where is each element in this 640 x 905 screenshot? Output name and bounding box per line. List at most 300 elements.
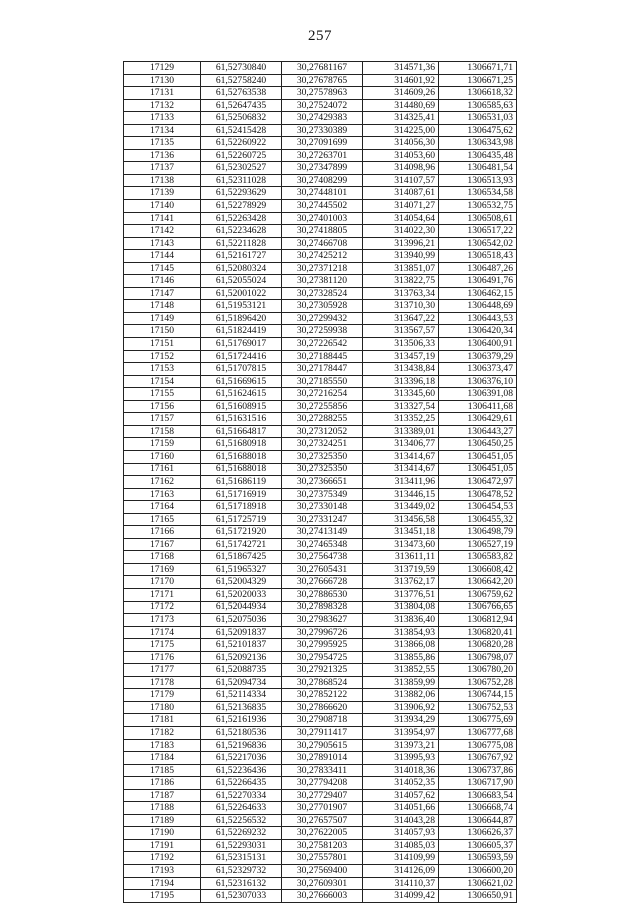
table-row [124, 149, 517, 162]
point-id-cell: 17159 [124, 438, 201, 451]
latitude-cell: 61,51953121 [201, 300, 282, 313]
x-coordinate-cell: 313414,67 [363, 463, 439, 476]
x-coordinate-cell: 313457,19 [363, 350, 439, 363]
y-coordinate-cell: 1306498,79 [439, 526, 517, 539]
longitude-cell: 30,27299432 [282, 312, 363, 325]
x-coordinate-cell: 314609,26 [363, 87, 439, 100]
table-row [124, 614, 517, 627]
y-coordinate-cell: 1306605,37 [439, 839, 517, 852]
x-coordinate-cell: 314099,42 [363, 890, 439, 903]
table-row [124, 250, 517, 263]
latitude-cell: 61,52075036 [201, 614, 282, 627]
table-row [124, 162, 517, 175]
longitude-cell: 30,27866620 [282, 701, 363, 714]
point-id-cell: 17195 [124, 890, 201, 903]
x-coordinate-cell: 313852,55 [363, 664, 439, 677]
latitude-cell: 61,51718918 [201, 501, 282, 514]
y-coordinate-cell: 1306448,69 [439, 300, 517, 313]
table-row [124, 852, 517, 865]
table-row [124, 325, 517, 338]
y-coordinate-cell: 1306618,32 [439, 87, 517, 100]
latitude-cell: 61,51742721 [201, 538, 282, 551]
latitude-cell: 61,52293031 [201, 839, 282, 852]
point-id-cell: 17167 [124, 538, 201, 551]
longitude-cell: 30,27794208 [282, 777, 363, 790]
x-coordinate-cell: 313866,08 [363, 639, 439, 652]
latitude-cell: 61,51631516 [201, 413, 282, 426]
latitude-cell: 61,52307033 [201, 890, 282, 903]
x-coordinate-cell: 313710,30 [363, 300, 439, 313]
y-coordinate-cell: 1306411,68 [439, 400, 517, 413]
table-row [124, 287, 517, 300]
point-id-cell: 17176 [124, 651, 201, 664]
x-coordinate-cell: 313647,22 [363, 312, 439, 325]
x-coordinate-cell: 313389,01 [363, 425, 439, 438]
latitude-cell: 61,52161936 [201, 714, 282, 727]
latitude-cell: 61,52266435 [201, 777, 282, 790]
point-id-cell: 17157 [124, 413, 201, 426]
x-coordinate-cell: 313611,11 [363, 551, 439, 564]
y-coordinate-cell: 1306766,65 [439, 601, 517, 614]
point-id-cell: 17144 [124, 250, 201, 263]
y-coordinate-cell: 1306443,53 [439, 312, 517, 325]
table-row [124, 651, 517, 664]
point-id-cell: 17179 [124, 689, 201, 702]
longitude-cell: 30,27330148 [282, 501, 363, 514]
latitude-cell: 61,52004329 [201, 576, 282, 589]
x-coordinate-cell: 313411,96 [363, 476, 439, 489]
y-coordinate-cell: 1306487,26 [439, 262, 517, 275]
x-coordinate-cell: 314018,36 [363, 764, 439, 777]
table-row [124, 839, 517, 852]
longitude-cell: 30,27288255 [282, 413, 363, 426]
table-row [124, 789, 517, 802]
point-id-cell: 17153 [124, 363, 201, 376]
x-coordinate-cell: 314054,64 [363, 212, 439, 225]
x-coordinate-cell: 314109,99 [363, 852, 439, 865]
y-coordinate-cell: 1306455,32 [439, 513, 517, 526]
x-coordinate-cell: 314056,30 [363, 137, 439, 150]
longitude-cell: 30,27425212 [282, 250, 363, 263]
coordinates-table-body [124, 62, 517, 903]
table-row [124, 137, 517, 150]
longitude-cell: 30,27954725 [282, 651, 363, 664]
longitude-cell: 30,27375349 [282, 488, 363, 501]
table-row [124, 262, 517, 275]
latitude-cell: 61,52236436 [201, 764, 282, 777]
x-coordinate-cell: 313473,60 [363, 538, 439, 551]
y-coordinate-cell: 1306775,69 [439, 714, 517, 727]
x-coordinate-cell: 313906,92 [363, 701, 439, 714]
y-coordinate-cell: 1306820,28 [439, 639, 517, 652]
point-id-cell: 17150 [124, 325, 201, 338]
longitude-cell: 30,27898328 [282, 601, 363, 614]
latitude-cell: 61,52278929 [201, 200, 282, 213]
longitude-cell: 30,27564738 [282, 551, 363, 564]
y-coordinate-cell: 1306481,54 [439, 162, 517, 175]
longitude-cell: 30,27666728 [282, 576, 363, 589]
y-coordinate-cell: 1306671,71 [439, 62, 517, 75]
latitude-cell: 61,51608915 [201, 400, 282, 413]
x-coordinate-cell: 314480,69 [363, 99, 439, 112]
latitude-cell: 61,52302527 [201, 162, 282, 175]
point-id-cell: 17139 [124, 187, 201, 200]
longitude-cell: 30,27259938 [282, 325, 363, 338]
x-coordinate-cell: 313456,58 [363, 513, 439, 526]
latitude-cell: 61,52196836 [201, 739, 282, 752]
y-coordinate-cell: 1306451,05 [439, 450, 517, 463]
longitude-cell: 30,27911417 [282, 726, 363, 739]
table-row [124, 764, 517, 777]
y-coordinate-cell: 1306650,91 [439, 890, 517, 903]
point-id-cell: 17172 [124, 601, 201, 614]
table-row [124, 200, 517, 213]
x-coordinate-cell: 313451,18 [363, 526, 439, 539]
point-id-cell: 17187 [124, 789, 201, 802]
x-coordinate-cell: 313446,15 [363, 488, 439, 501]
x-coordinate-cell: 314051,66 [363, 802, 439, 815]
point-id-cell: 17147 [124, 287, 201, 300]
latitude-cell: 61,51716919 [201, 488, 282, 501]
point-id-cell: 17152 [124, 350, 201, 363]
point-id-cell: 17148 [124, 300, 201, 313]
table-row [124, 639, 517, 652]
table-row [124, 187, 517, 200]
page-number: 257 [308, 28, 332, 44]
latitude-cell: 61,52234628 [201, 225, 282, 238]
table-row [124, 802, 517, 815]
longitude-cell: 30,27226542 [282, 338, 363, 351]
point-id-cell: 17158 [124, 425, 201, 438]
point-id-cell: 17140 [124, 200, 201, 213]
latitude-cell: 61,52315131 [201, 852, 282, 865]
y-coordinate-cell: 1306475,62 [439, 124, 517, 137]
point-id-cell: 17149 [124, 312, 201, 325]
point-id-cell: 17182 [124, 726, 201, 739]
table-row [124, 576, 517, 589]
x-coordinate-cell: 313414,67 [363, 450, 439, 463]
point-id-cell: 17190 [124, 827, 201, 840]
x-coordinate-cell: 313859,99 [363, 676, 439, 689]
x-coordinate-cell: 313851,07 [363, 262, 439, 275]
latitude-cell: 61,52311028 [201, 174, 282, 187]
latitude-cell: 61,51669615 [201, 375, 282, 388]
x-coordinate-cell: 313762,17 [363, 576, 439, 589]
latitude-cell: 61,51896420 [201, 312, 282, 325]
x-coordinate-cell: 314071,27 [363, 200, 439, 213]
longitude-cell: 30,27413149 [282, 526, 363, 539]
longitude-cell: 30,27681167 [282, 62, 363, 75]
longitude-cell: 30,27622005 [282, 827, 363, 840]
longitude-cell: 30,27852122 [282, 689, 363, 702]
table-row [124, 501, 517, 514]
point-id-cell: 17155 [124, 388, 201, 401]
latitude-cell: 61,52263428 [201, 212, 282, 225]
longitude-cell: 30,27188445 [282, 350, 363, 363]
point-id-cell: 17170 [124, 576, 201, 589]
x-coordinate-cell: 313854,93 [363, 626, 439, 639]
latitude-cell: 61,52260725 [201, 149, 282, 162]
y-coordinate-cell: 1306508,61 [439, 212, 517, 225]
x-coordinate-cell: 314098,96 [363, 162, 439, 175]
longitude-cell: 30,27305928 [282, 300, 363, 313]
point-id-cell: 17184 [124, 752, 201, 765]
latitude-cell: 61,52270334 [201, 789, 282, 802]
longitude-cell: 30,27325350 [282, 463, 363, 476]
longitude-cell: 30,27325350 [282, 450, 363, 463]
y-coordinate-cell: 1306775,08 [439, 739, 517, 752]
longitude-cell: 30,27465348 [282, 538, 363, 551]
latitude-cell: 61,52091837 [201, 626, 282, 639]
longitude-cell: 30,27347899 [282, 162, 363, 175]
longitude-cell: 30,27905615 [282, 739, 363, 752]
table-row [124, 99, 517, 112]
point-id-cell: 17173 [124, 614, 201, 627]
latitude-cell: 61,52001022 [201, 287, 282, 300]
y-coordinate-cell: 1306626,37 [439, 827, 517, 840]
point-id-cell: 17163 [124, 488, 201, 501]
table-row [124, 601, 517, 614]
x-coordinate-cell: 314110,37 [363, 877, 439, 890]
table-row [124, 438, 517, 451]
table-row [124, 87, 517, 100]
y-coordinate-cell: 1306642,20 [439, 576, 517, 589]
point-id-cell: 17138 [124, 174, 201, 187]
y-coordinate-cell: 1306517,22 [439, 225, 517, 238]
x-coordinate-cell: 314601,92 [363, 74, 439, 87]
table-row [124, 701, 517, 714]
longitude-cell: 30,27331247 [282, 513, 363, 526]
table-row [124, 676, 517, 689]
latitude-cell: 61,52136835 [201, 701, 282, 714]
latitude-cell: 61,52256532 [201, 814, 282, 827]
y-coordinate-cell: 1306454,53 [439, 501, 517, 514]
latitude-cell: 61,51624615 [201, 388, 282, 401]
x-coordinate-cell: 314225,00 [363, 124, 439, 137]
latitude-cell: 61,52080324 [201, 262, 282, 275]
latitude-cell: 61,52316132 [201, 877, 282, 890]
y-coordinate-cell: 1306527,19 [439, 538, 517, 551]
latitude-cell: 61,51664817 [201, 425, 282, 438]
y-coordinate-cell: 1306737,86 [439, 764, 517, 777]
longitude-cell: 30,27605431 [282, 563, 363, 576]
y-coordinate-cell: 1306668,74 [439, 802, 517, 815]
point-id-cell: 17154 [124, 375, 201, 388]
table-row [124, 300, 517, 313]
point-id-cell: 17156 [124, 400, 201, 413]
table-row [124, 739, 517, 752]
y-coordinate-cell: 1306491,76 [439, 275, 517, 288]
table-row [124, 777, 517, 790]
table-row [124, 890, 517, 903]
longitude-cell: 30,27891014 [282, 752, 363, 765]
latitude-cell: 61,52180536 [201, 726, 282, 739]
y-coordinate-cell: 1306420,34 [439, 325, 517, 338]
y-coordinate-cell: 1306600,20 [439, 865, 517, 878]
x-coordinate-cell: 314022,30 [363, 225, 439, 238]
table-row [124, 526, 517, 539]
longitude-cell: 30,27995925 [282, 639, 363, 652]
longitude-cell: 30,27091699 [282, 137, 363, 150]
x-coordinate-cell: 313567,57 [363, 325, 439, 338]
x-coordinate-cell: 313855,86 [363, 651, 439, 664]
latitude-cell: 61,52101837 [201, 639, 282, 652]
y-coordinate-cell: 1306391,08 [439, 388, 517, 401]
longitude-cell: 30,27996726 [282, 626, 363, 639]
y-coordinate-cell: 1306534,58 [439, 187, 517, 200]
latitude-cell: 61,51867425 [201, 551, 282, 564]
table-row [124, 563, 517, 576]
table-row [124, 664, 517, 677]
table-row [124, 74, 517, 87]
point-id-cell: 17188 [124, 802, 201, 815]
point-id-cell: 17135 [124, 137, 201, 150]
table-row [124, 174, 517, 187]
y-coordinate-cell: 1306717,90 [439, 777, 517, 790]
table-row [124, 388, 517, 401]
x-coordinate-cell: 313973,21 [363, 739, 439, 752]
longitude-cell: 30,27886530 [282, 588, 363, 601]
point-id-cell: 17129 [124, 62, 201, 75]
x-coordinate-cell: 313327,54 [363, 400, 439, 413]
x-coordinate-cell: 313438,84 [363, 363, 439, 376]
x-coordinate-cell: 313954,97 [363, 726, 439, 739]
coordinates-table [123, 61, 517, 903]
x-coordinate-cell: 313506,33 [363, 338, 439, 351]
x-coordinate-cell: 313836,40 [363, 614, 439, 627]
x-coordinate-cell: 314126,09 [363, 865, 439, 878]
table-row [124, 124, 517, 137]
y-coordinate-cell: 1306752,53 [439, 701, 517, 714]
longitude-cell: 30,27908718 [282, 714, 363, 727]
point-id-cell: 17160 [124, 450, 201, 463]
x-coordinate-cell: 313882,06 [363, 689, 439, 702]
x-coordinate-cell: 313776,51 [363, 588, 439, 601]
latitude-cell: 61,52092136 [201, 651, 282, 664]
table-row [124, 425, 517, 438]
latitude-cell: 61,52264633 [201, 802, 282, 815]
table-row [124, 827, 517, 840]
x-coordinate-cell: 314571,36 [363, 62, 439, 75]
y-coordinate-cell: 1306593,59 [439, 852, 517, 865]
y-coordinate-cell: 1306812,94 [439, 614, 517, 627]
y-coordinate-cell: 1306450,25 [439, 438, 517, 451]
longitude-cell: 30,27263701 [282, 149, 363, 162]
longitude-cell: 30,27833411 [282, 764, 363, 777]
longitude-cell: 30,27255856 [282, 400, 363, 413]
point-id-cell: 17192 [124, 852, 201, 865]
longitude-cell: 30,27330389 [282, 124, 363, 137]
point-id-cell: 17130 [124, 74, 201, 87]
y-coordinate-cell: 1306798,07 [439, 651, 517, 664]
longitude-cell: 30,27868524 [282, 676, 363, 689]
point-id-cell: 17181 [124, 714, 201, 727]
longitude-cell: 30,27524072 [282, 99, 363, 112]
latitude-cell: 61,52161727 [201, 250, 282, 263]
y-coordinate-cell: 1306373,47 [439, 363, 517, 376]
latitude-cell: 61,51824419 [201, 325, 282, 338]
table-row [124, 752, 517, 765]
point-id-cell: 17136 [124, 149, 201, 162]
point-id-cell: 17146 [124, 275, 201, 288]
x-coordinate-cell: 313406,77 [363, 438, 439, 451]
point-id-cell: 17142 [124, 225, 201, 238]
table-row [124, 513, 517, 526]
latitude-cell: 61,51680918 [201, 438, 282, 451]
table-row [124, 350, 517, 363]
table-row [124, 400, 517, 413]
longitude-cell: 30,27324251 [282, 438, 363, 451]
y-coordinate-cell: 1306379,29 [439, 350, 517, 363]
table-row [124, 626, 517, 639]
y-coordinate-cell: 1306451,05 [439, 463, 517, 476]
point-id-cell: 17133 [124, 112, 201, 125]
table-row [124, 538, 517, 551]
x-coordinate-cell: 314053,60 [363, 149, 439, 162]
table-row [124, 62, 517, 75]
table-row [124, 488, 517, 501]
table-row [124, 689, 517, 702]
point-id-cell: 17186 [124, 777, 201, 790]
table-row [124, 726, 517, 739]
y-coordinate-cell: 1306443,27 [439, 425, 517, 438]
latitude-cell: 61,51725719 [201, 513, 282, 526]
latitude-cell: 61,52044934 [201, 601, 282, 614]
table-row [124, 363, 517, 376]
y-coordinate-cell: 1306583,82 [439, 551, 517, 564]
point-id-cell: 17185 [124, 764, 201, 777]
longitude-cell: 30,27569400 [282, 865, 363, 878]
x-coordinate-cell: 313352,25 [363, 413, 439, 426]
x-coordinate-cell: 314052,35 [363, 777, 439, 790]
point-id-cell: 17171 [124, 588, 201, 601]
latitude-cell: 61,52217036 [201, 752, 282, 765]
y-coordinate-cell: 1306621,02 [439, 877, 517, 890]
y-coordinate-cell: 1306532,75 [439, 200, 517, 213]
latitude-cell: 61,51721920 [201, 526, 282, 539]
y-coordinate-cell: 1306518,43 [439, 250, 517, 263]
x-coordinate-cell: 313719,59 [363, 563, 439, 576]
y-coordinate-cell: 1306608,42 [439, 563, 517, 576]
longitude-cell: 30,27983627 [282, 614, 363, 627]
longitude-cell: 30,27445502 [282, 200, 363, 213]
table-row [124, 450, 517, 463]
x-coordinate-cell: 313763,34 [363, 287, 439, 300]
point-id-cell: 17193 [124, 865, 201, 878]
latitude-cell: 61,52758240 [201, 74, 282, 87]
latitude-cell: 61,51724416 [201, 350, 282, 363]
point-id-cell: 17137 [124, 162, 201, 175]
latitude-cell: 61,52329732 [201, 865, 282, 878]
table-row [124, 225, 517, 238]
y-coordinate-cell: 1306478,52 [439, 488, 517, 501]
y-coordinate-cell: 1306767,92 [439, 752, 517, 765]
point-id-cell: 17177 [124, 664, 201, 677]
y-coordinate-cell: 1306683,54 [439, 789, 517, 802]
table-row [124, 588, 517, 601]
x-coordinate-cell: 314087,61 [363, 187, 439, 200]
table-row [124, 476, 517, 489]
y-coordinate-cell: 1306462,15 [439, 287, 517, 300]
point-id-cell: 17145 [124, 262, 201, 275]
x-coordinate-cell: 314043,28 [363, 814, 439, 827]
point-id-cell: 17166 [124, 526, 201, 539]
y-coordinate-cell: 1306759,62 [439, 588, 517, 601]
y-coordinate-cell: 1306644,87 [439, 814, 517, 827]
y-coordinate-cell: 1306400,91 [439, 338, 517, 351]
longitude-cell: 30,27678765 [282, 74, 363, 87]
point-id-cell: 17169 [124, 563, 201, 576]
